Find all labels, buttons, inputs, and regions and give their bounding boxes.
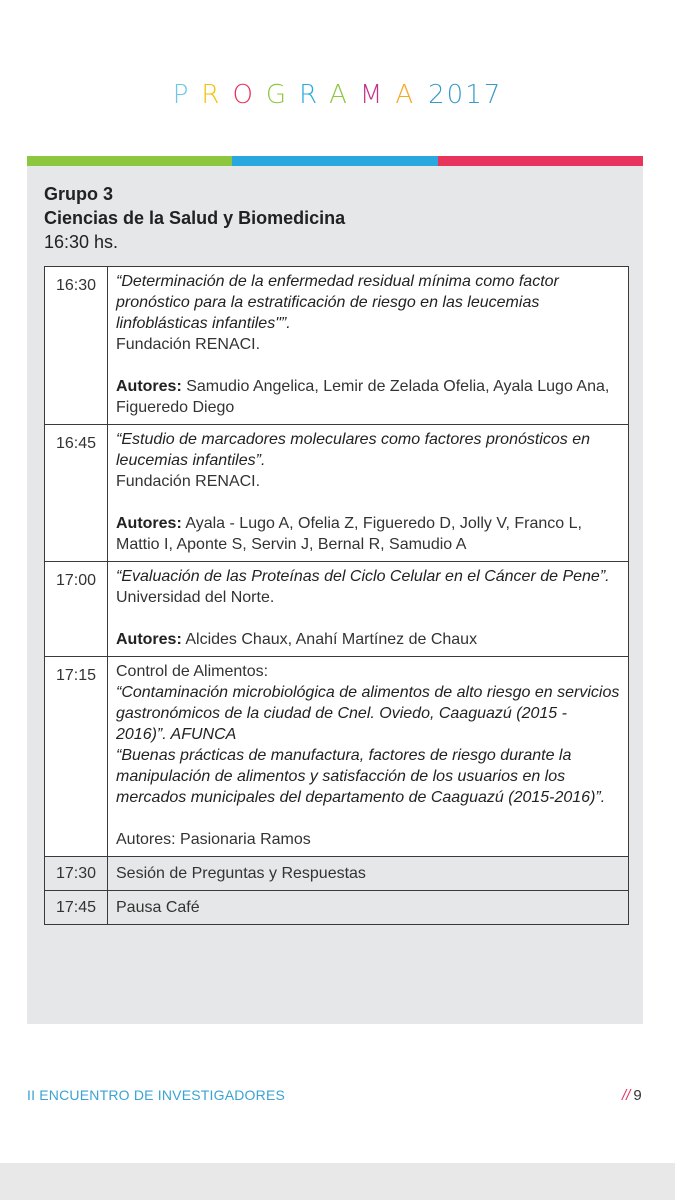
talk-institution: Fundación RENACI. [116,336,261,353]
section-heading: Control de Alimentos: [116,663,269,680]
row-time: 16:30 [45,267,108,425]
footer-event-name: II ENCUENTRO DE INVESTIGADORES [27,1087,286,1103]
talk-authors [116,376,620,418]
talk-title: “Evaluación de las Proteínas del Ciclo Celular en el Cáncer de Pene”. [116,568,610,585]
page-number [622,1087,642,1104]
authors-label: Autores: [116,515,182,532]
bottom-strip [0,1163,675,1200]
authors-list: Ayala - Lugo A, Ofelia Z, Figueredo D, Jolly V, Franco L, Mattio I, Aponte S, Servin J, Bernal R, Samudio A [116,515,582,553]
row-description [108,267,629,425]
title-letter: R [299,80,330,110]
schedule-table [44,266,629,925]
authors-list: Alcides Chaux, Anahí Martínez de Chaux [185,631,478,648]
color-bar [27,156,643,166]
row-time: 16:45 [45,425,108,562]
schedule-row [45,425,629,562]
title-letter: G [265,80,300,110]
schedule-row [45,562,629,657]
schedule-row [45,657,629,857]
talk-title: “Contaminación microbiológica de alimentos de alto riesgo en servicios gastronómicos de la ciudad de Cnel. Oviedo, Caaguazú (2015 - 2016)”. AFUNCA [116,684,620,743]
authors-list: Samudio Angelica, Lemir de Zelada Ofelia, Ayala Lugo Ana, Figueredo Diego [116,378,610,416]
page-number-value: 9 [633,1087,642,1104]
title-letter: P [172,80,202,110]
talk-title: “Determinación de la enfermedad residual mínima como factor pronóstico para la estratificación de riesgo en las leucemias linfoblásticas infantiles"”. [116,273,559,332]
program-year: 2017 [428,80,503,110]
talk-title: “Estudio de marcadores moleculares como factores pronósticos en leucemias infantiles”. [116,431,590,469]
schedule-row [45,857,629,891]
group-time: 16:30 hs. [44,232,119,252]
row-time: 17:15 [45,657,108,857]
color-bar-blue [232,156,437,166]
talk-authors [116,629,620,650]
row-description: Sesión de Preguntas y Respuestas [108,857,629,891]
title-letter: M [359,80,396,110]
talk-authors: Autores: Pasionaria Ramos [116,831,311,848]
talk-institution: Fundación RENACI. [116,473,261,490]
row-description [108,657,629,857]
title-letter: O [232,80,266,110]
title-letter: A [329,80,360,110]
row-time: 17:30 [45,857,108,891]
row-time: 17:45 [45,891,108,925]
program-title [0,80,675,110]
talk-title: “Buenas prácticas de manufactura, factores de riesgo durante la manipulación de alimentos y satisfacción de los usuarios en los mercados municipales del departamento de Caaguazú (2015-2016)”. [116,747,606,806]
authors-label: Autores: [116,631,182,648]
title-letter: A [395,80,427,110]
group-name: Grupo 3 [44,184,114,204]
schedule-row [45,267,629,425]
schedule-row [45,891,629,925]
row-description [108,562,629,657]
group-heading [44,182,345,254]
group-panel [27,166,643,1024]
slash-icon: // [622,1087,631,1104]
color-bar-pink [438,156,643,166]
title-letter: R [201,80,233,110]
group-area: Ciencias de la Salud y Biomedicina [44,208,346,228]
authors-label: Autores: [116,378,182,395]
color-bar-green [27,156,232,166]
row-time: 17:00 [45,562,108,657]
talk-institution: Universidad del Norte. [116,589,275,606]
row-description [108,425,629,562]
talk-authors [116,513,620,555]
row-description: Pausa Café [108,891,629,925]
